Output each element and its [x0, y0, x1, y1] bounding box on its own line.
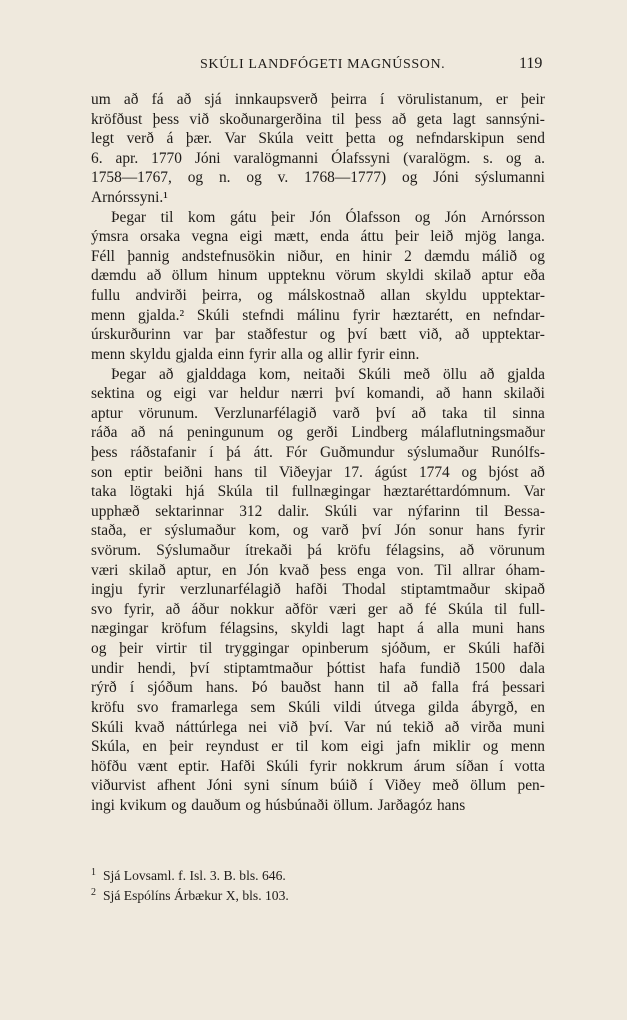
text-line: menn skyldu gjalda einn fyrir alla og allir fyrir einn.	[91, 345, 420, 363]
text-line: undir hendi, því stiptamtmaður þóttist hafa fundið 1500 dala	[91, 659, 545, 677]
footnote-text: Sjá Espólíns Árbækur X, bls. 103.	[103, 888, 289, 903]
text-line: ingju fyrir verzlunarfélagið hafði Thodal stiptamtmaður skipað	[91, 581, 545, 599]
text-line: dæmdu að öllum hinum uppteknu vörum skyldi skilað aptur eða	[91, 267, 545, 285]
text-line: legt verð á þær. Var Skúla veitt þetta og nefndarskipun send	[91, 130, 545, 148]
text-line: Skúli kvað náttúrlega nei við því. Var nú tekið að virða muni	[91, 718, 545, 736]
text-line: Þegar að gjalddaga kom, neitaði Skúli með öllu að gjalda	[111, 365, 545, 383]
text-line: 6. apr. 1770 Jóni varalögmanni Ólafssyni (varalögm. s. og a.	[91, 149, 545, 167]
text-line: kröfu svo framarlega sem Skúli vildi útvega gilda ábyrgð, en	[91, 698, 545, 716]
page-header	[0, 55, 627, 79]
text-line: svörum. Sýslumaður ítrekaði þá kröfu félagsins, að vörunum	[91, 542, 545, 560]
footnote-number: 1	[91, 867, 96, 878]
text-line: menn gjalda.² Skúli stefndi málinu fyrir hæztarétt, en nefndar-	[91, 306, 545, 324]
text-line: ýmsra orsaka vegna eigi mætt, enda áttu þeir leið mjög langa.	[91, 228, 545, 246]
text-line: taka lögtaki hjá Skúla til fullnægingar hæztaréttardómnum. Var	[91, 483, 545, 501]
text-line: upphæð sektarinnar 312 dalir. Skúli var nýfarinn til Bessa-	[91, 502, 545, 520]
text-line: Skúla, en þeir reyndust er til kom eigi jafn miklir og menn	[91, 738, 545, 756]
text-line: aptur vörunum. Verzlunarfélagið varð því að taka til sinna	[91, 404, 545, 422]
text-line: 1758—1767, og n. og v. 1768—1777) og Jóni sýslumanni	[91, 169, 545, 187]
text-line: staða, er sýslumaður kom, og varð því Jón sonur hans fyrir	[91, 522, 545, 540]
text-line: kröfðust þess við skoðunargerðina til þess að geta lagt sannsýni-	[91, 110, 545, 128]
text-line: um að fá að sjá innkaupsverð þeirra í vörulistanum, er þeir	[91, 91, 545, 108]
text-line: ráða að ná peningunum og gerði Lindberg málaflutningsmaður	[91, 424, 545, 442]
text-line: Arnórssyni.¹	[91, 189, 168, 207]
body-text	[91, 90, 545, 816]
text-line: Féll þannig andstefnusökin niður, en hinir 2 dæmdu málið og	[91, 247, 545, 265]
text-line: og þeir virtir til tryggingar opinberum sjóðum, er Skúli hafði	[91, 640, 545, 658]
footnote-text: Sjá Lovsaml. f. Isl. 3. B. bls. 646.	[103, 868, 286, 883]
footnote	[91, 886, 545, 906]
text-line: þess ráðstafanir í þá átt. Fór Guðmundur sýslumaður Runólfs-	[91, 443, 545, 461]
text-line: ingi kvikum og dauðum og húsbúnaði öllum. Jarðagóz hans	[91, 796, 466, 814]
page-number: 119	[519, 55, 543, 72]
text-line: Þegar til kom gátu þeir Jón Ólafsson og Jón Arnórsson	[111, 208, 545, 226]
text-line: sektina og eigi var heldur nærri því komandi, að hann skilaði	[91, 385, 545, 403]
text-line: úrskurðurinn var þar staðfestur og því bætt við, að upptektar-	[91, 326, 545, 344]
running-title: SKÚLI LANDFÓGETI MAGNÚSSON.	[200, 57, 446, 72]
text-line: son eptir beiðni hans til Viðeyjar 17. ágúst 1774 og bjóst að	[91, 463, 545, 481]
footnote-number: 2	[91, 887, 96, 898]
text-line: viðurvist afhent Jóni syni sínum búið í Viðey með öllum pen-	[91, 777, 545, 795]
footnote	[91, 866, 545, 886]
text-line: væri skilað aptur, en Jón kvað þess enga von. Til allrar óham-	[91, 561, 545, 579]
text-line: nægingar kröfum félagsins, skyldi lagt hapt á alla muni hans	[91, 620, 545, 638]
footnotes	[91, 866, 545, 906]
text-line: höfðu vænt eptir. Hafði Skúli fyrir nokkrum árum síðan í votta	[91, 757, 545, 775]
text-line: svo fyrir, að áður nokkur aðför væri ger að fé Skúla til full-	[91, 600, 545, 618]
text-line: fullu andvirði þeirra, og málskostnað allan skyldu upptektar-	[91, 287, 545, 305]
text-line: rýrð í sjóðum hans. Þó bauðst hann til að falla frá þessari	[91, 679, 545, 697]
